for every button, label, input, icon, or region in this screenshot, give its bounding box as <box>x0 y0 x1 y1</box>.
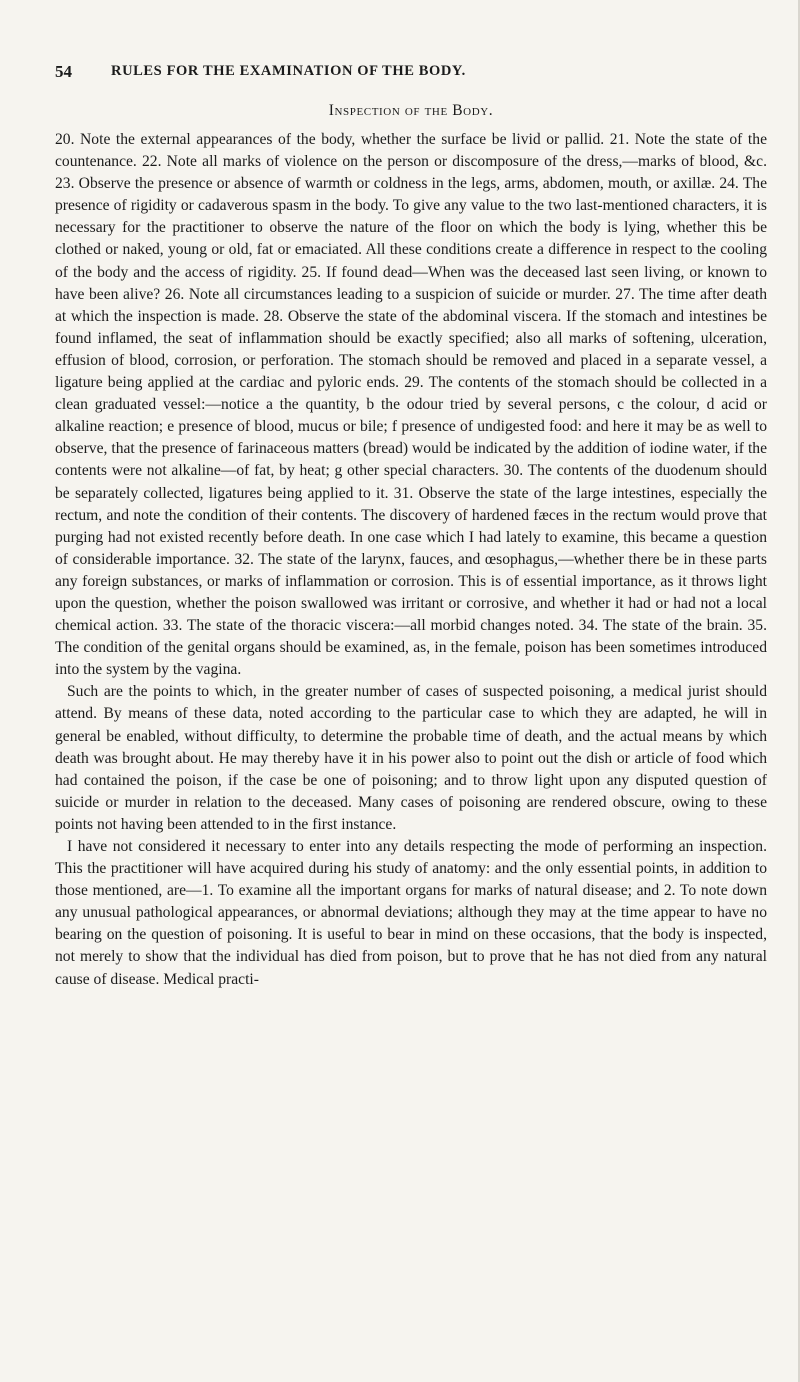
paragraph: Such are the points to which, in the greater number of cases of suspected poisoning, a medical jurist should attend. By means of these data, noted according to the particular case to which they are adapted, he will in general be enabled, without difficulty, to determine the probable time of death, and the actual means by which death was brought about. He may thereby have it in his power also to point out the dish or article of food which had contained the poison, if the case be one of poisoning; and to throw light upon any disputed question of suicide or murder in relation to the deceased. Many cases of poisoning are rendered obscure, owing to these points not having been attended to in the first instance. <box>55 683 767 833</box>
page-header <box>55 62 767 84</box>
paragraph: 20. Note the external appearances of the body, whether the surface be livid or pallid. 21. Note the state of the countenance. 22. Note all marks of violence on the person or discomposure of the dress,—marks of blood, &c. 23. Observe the presence or absence of warmth or coldness in the legs, arms, abdomen, mouth, or axillæ. 24. The presence of rigidity or cadaverous spasm in the body. To give any value to the two last-mentioned characters, it is necessary for the practitioner to observe the nature of the floor on which the body is lying, whether this be clothed or naked, young or old, fat or emaciated. All these conditions create a difference in respect to the cooling of the body and the access of rigidity. 25. If found dead—When was the deceased last seen living, or known to have been alive? 26. Note all circumstances leading to a suspicion of suicide or murder. 27. The time after death at which the inspection is made. 28. Observe the state of the abdominal viscera. If the stomach and intestines be found inflamed, the seat of inflammation should be exactly specified; also all marks of softening, ulceration, effusion of blood, corrosion, or perforation. The stomach should be removed and placed in a separate vessel, a ligature being applied at the cardiac and pyloric ends. 29. The contents of the stomach should be collected in a clean graduated vessel:—notice a the quantity, b the odour tried by several persons, c the colour, d acid or alkaline reaction; e presence of blood, mucus or bile; f presence of undigested food: and here it may be as well to observe, that the presence of farinaceous matters (bread) would be indicated by the addition of iodine water, if the contents were not alkaline—of fat, by heat; g other special characters. 30. The contents of the duodenum should be separately collected, ligatures being applied to it. 31. Observe the state of the large intestines, especially the rectum, and note the condition of their contents. The discovery of hardened fæces in the rectum would prove that purging had not existed recently before death. In one case which I had lately to examine, this became a question of considerable importance. 32. The state of the larynx, fauces, and œsophagus,—whether there be in these parts any foreign substances, or marks of inflammation or corrosion. This is of essential importance, as it throws light upon the question, whether the poison swallowed was irritant or corrosive, and whether it had or had not a local chemical action. 33. The state of the thoracic viscera:—all morbid changes noted. 34. The state of the brain. 35. The condition of the genital organs should be examined, as, in the female, poison has been sometimes introduced into the system by the vagina. <box>55 131 767 679</box>
page-number: 54 <box>55 62 72 81</box>
section-title: Inspection of the Body. <box>328 102 494 119</box>
body-text <box>55 129 767 991</box>
paragraph: I have not considered it necessary to enter into any details respecting the mode of performing an inspection. This the practitioner will have acquired during his study of anatomy: and the only essential points, in addition to those mentioned, are—1. To examine all the important organs for marks of natural disease; and 2. To note down any unusual pathological appearances, or abnormal deviations; although they may at the time appear to have no bearing on the question of poisoning. It is useful to bear in mind on these occasions, that the body is inspected, not merely to show that the individual has died from poison, but to prove that he has not died from any natural cause of disease. Medical practi- <box>55 838 767 988</box>
running-head: RULES FOR THE EXAMINATION OF THE BODY. <box>111 63 466 79</box>
